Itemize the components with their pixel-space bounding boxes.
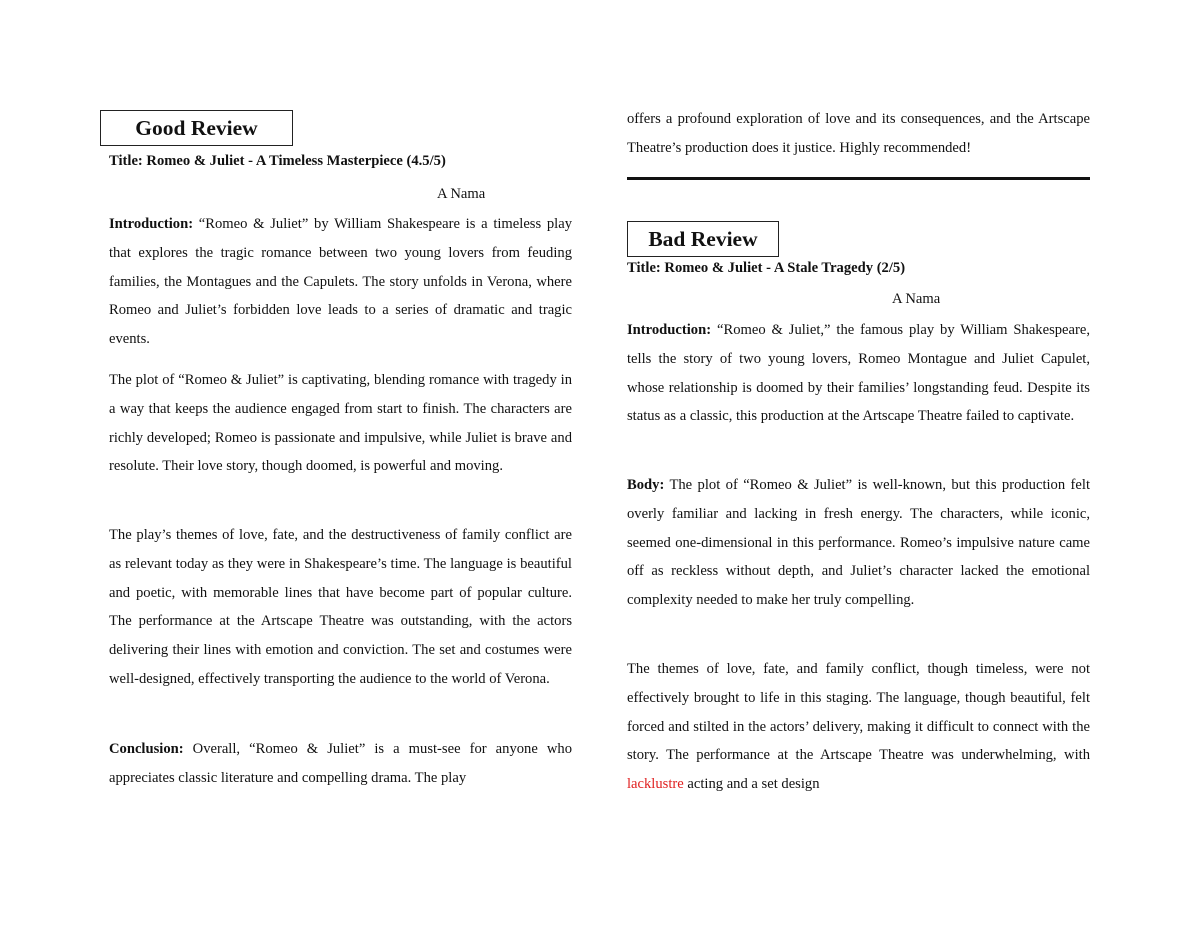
bad-body-paragraph [627,471,1090,615]
bad-body-text: The plot of “Romeo & Juliet” is well-known, but this production felt overly familiar and lacking in fresh energy. The characters, while iconic, seemed one-dimensional in this performance. Romeo’s impulsive nature came off as reckless without depth, and Juliet’s character lacked the emotional complexity needed to make her truly compelling. [627,477,1090,609]
lacklustre-highlight: lacklustre [627,776,684,793]
bad-review-heading: Bad Review [627,221,779,257]
good-review-heading: Good Review [100,110,293,146]
good-intro-paragraph [109,210,572,354]
bad-body-label: Body: [627,477,665,493]
bad-themes-text: The themes of love, fate, and family conflict, though timeless, were not effectively brought to life in this staging. The language, though beautiful, felt forced and stilted in the actors’ delivery, making it difficult to connect with the story. The performance at the Artscape Theatre was underwhelming, with [627,661,1090,764]
bad-review-title: Title: Romeo & Juliet - A Stale Tragedy (2/5) [627,260,906,276]
bad-intro-text: “Romeo & Juliet,” the famous play by William Shakespeare, tells the story of two young lovers, Romeo Montague and Juliet Capulet, whose relationship is doomed by their families’ longstanding feud. Despite its status as a classic, this production at the Artscape Theatre failed to captivate. [627,322,1090,425]
good-review-title: Title: Romeo & Juliet - A Timeless Masterpiece (4.5/5) [109,153,446,169]
good-plot-paragraph: The plot of “Romeo & Juliet” is captivating, blending romance with tragedy in a way that keeps the audience engaged from start to finish. The characters are richly developed; Romeo is passionate and impulsive, while Juliet is brave and resolute. Their love story, though doomed, is powerful and moving. [109,372,572,475]
bad-themes-paragraph [627,655,1090,799]
bad-intro-paragraph [627,316,1090,431]
good-themes-paragraph: The play’s themes of love, fate, and the destructiveness of family conflict are as relevant today as they were in Shakespeare’s time. The language is beautiful and poetic, with memorable lines that have become part of popular culture. The performance at the Artscape Theatre was outstanding, with the actors delivering their lines with emotion and conviction. The set and costumes were well-designed, effectively transporting the audience to the world of Verona. [109,527,572,687]
bad-themes-text-end: acting and a set design [683,776,820,793]
section-divider [627,177,1090,180]
good-intro-text: “Romeo & Juliet” by William Shakespeare is a timeless play that explores the tragic romance between two young lovers from feuding families, the Montagues and the Capulets. The story unfolds in Verona, where Romeo and Juliet’s forbidden love leads to a series of dramatic and tragic events. [109,216,572,348]
good-conclusion-continuation: offers a profound exploration of love and its consequences, and the Artscape Theatre’s production does it justice. Highly recommended! [627,111,1090,156]
good-review-author: A Nama [437,186,486,202]
good-intro-label: Introduction: [109,216,194,232]
good-conclusion-text: Overall, “Romeo & Juliet” is a must-see for anyone who appreciates classic literature and compelling drama. The play [109,741,572,786]
bad-intro-label: Introduction: [627,322,712,338]
good-conclusion-paragraph [109,735,572,793]
bad-review-author: A Nama [892,291,941,307]
good-conclusion-label: Conclusion: [109,741,184,757]
